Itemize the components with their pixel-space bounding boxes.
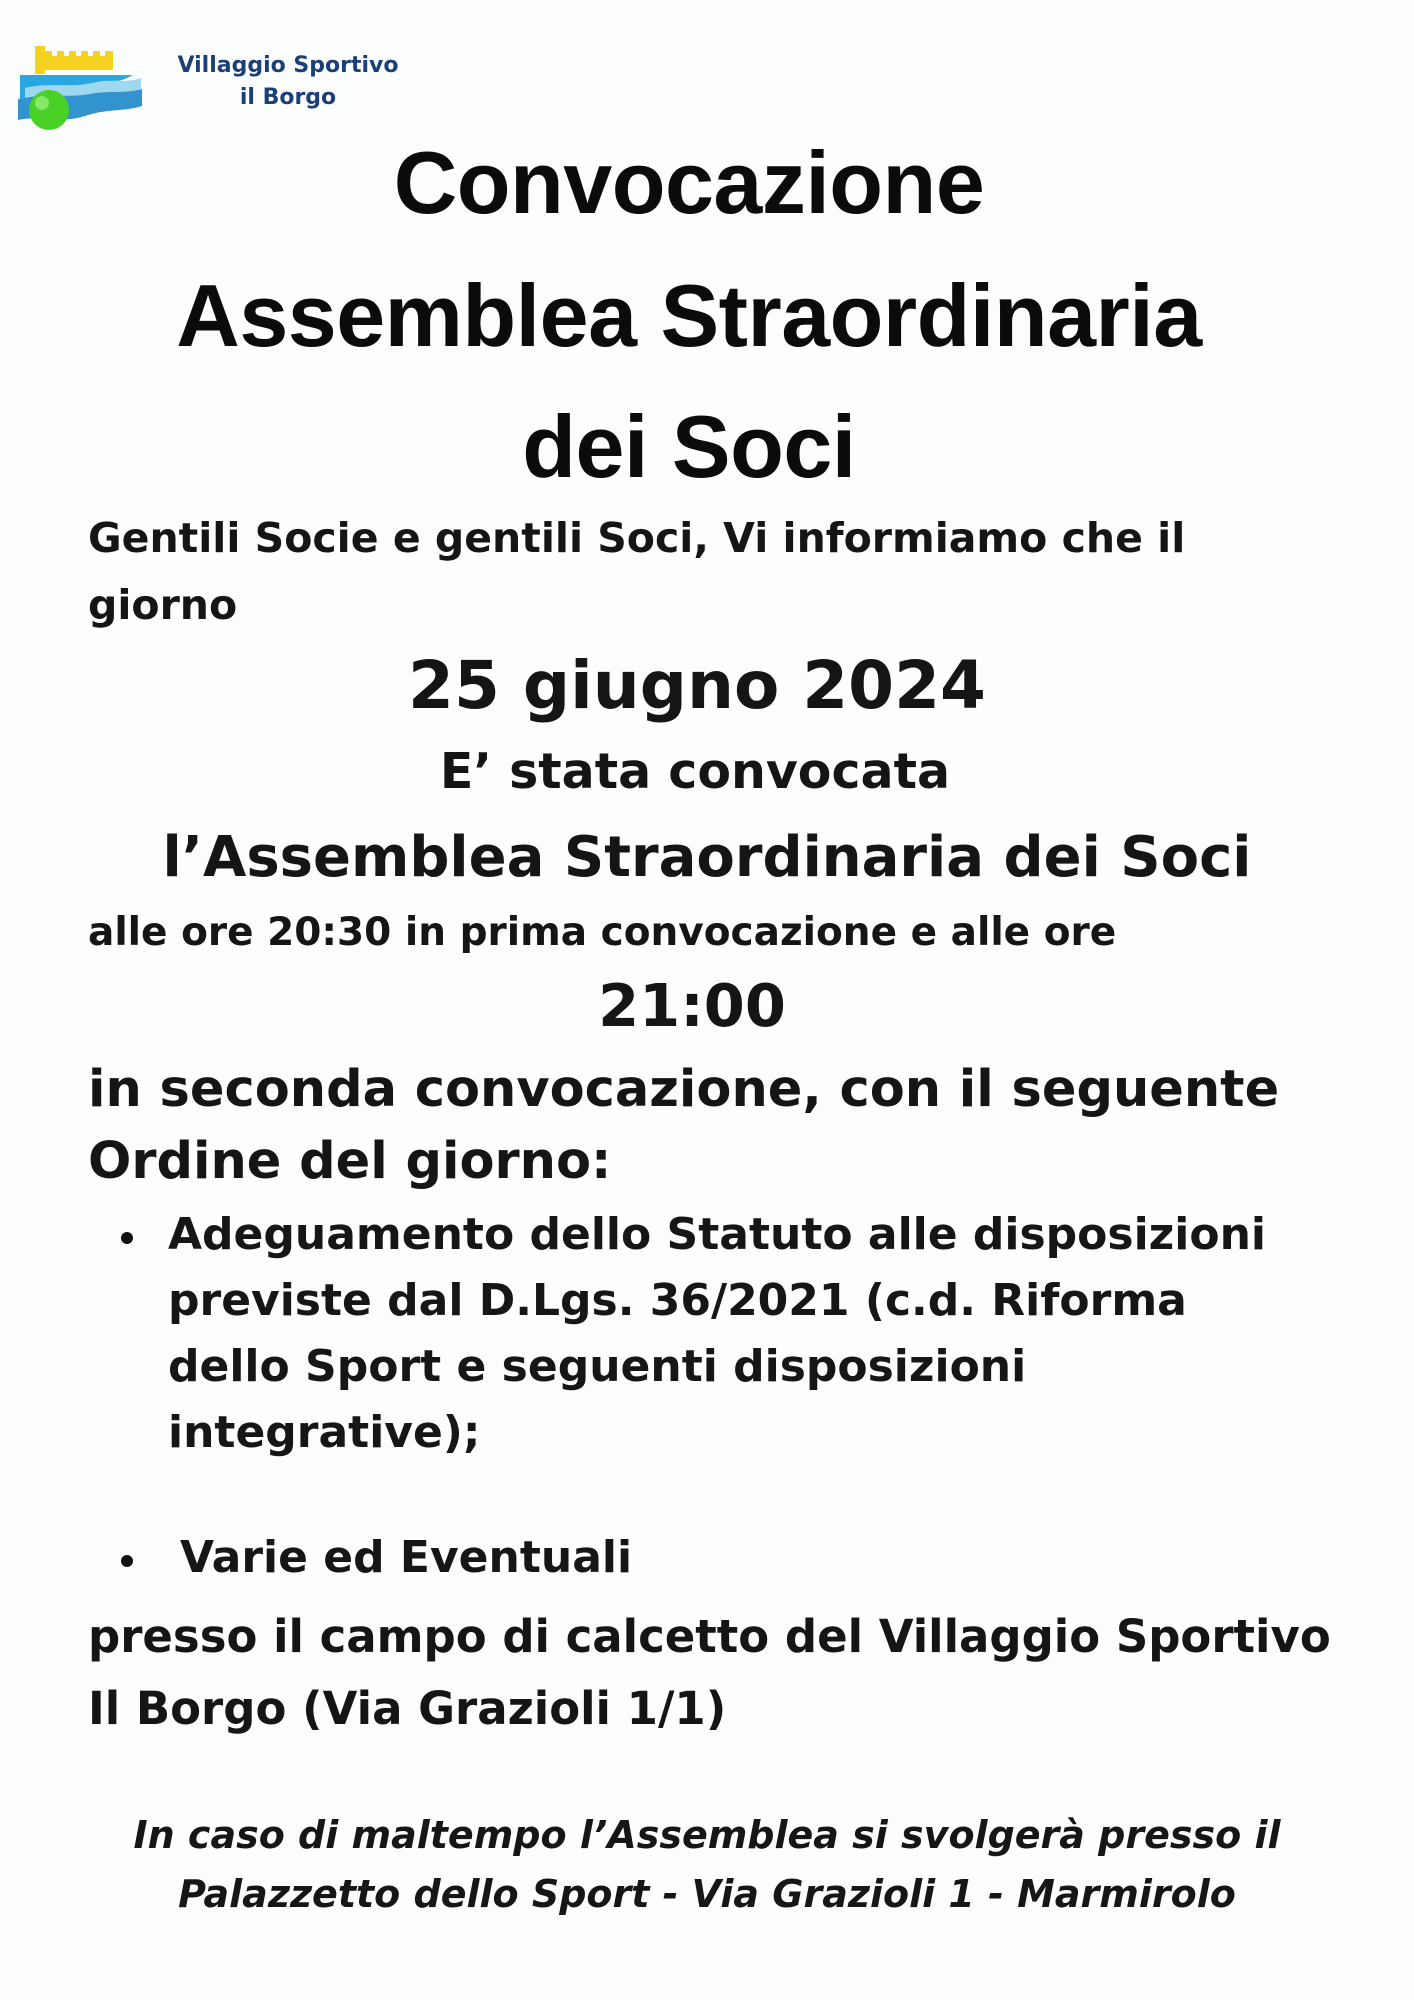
agenda-item-text: Adeguamento dello Statuto alle disposizioni previste dal D.Lgs. 36/2021 (c.d. Riforma dello Sport e seguenti disposizioni integrative); [168,1209,1267,1458]
assembly-name: l’Assemblea Straordinaria dei Soci [162,825,1252,890]
intro-text: Gentili Socie e gentili Soci, Vi informiamo che il giorno [88,514,1186,629]
weather-note-line-2: Palazzetto dello Sport - Via Grazioli 1 - Marmirolo [178,1872,1236,1916]
meeting-location: presso il campo di calcetto del Villaggio Sportivo Il Borgo (Via Grazioli 1/1) [88,1610,1331,1735]
logo-ball-highlight [35,96,49,110]
first-convocation-time: alle ore 20:30 in prima convocazione e alle ore [88,910,1117,955]
convened-text: E’ stata convocata [439,743,951,800]
logo-line-1: Villaggio Sportivo [177,53,399,78]
weather-note [0,1806,1414,1924]
agenda-item-varie [112,1525,1272,1591]
agenda-list [112,1202,1272,1591]
weather-note-line-1: In caso di maltempo l’Assemblea si svolgerà presso il [133,1813,1281,1857]
logo-green-ball [29,90,69,130]
logo-castle-crenellation [45,51,113,56]
second-convocation-text: in seconda convocazione, con il seguente Ordine del giorno: [88,1060,1280,1191]
logo-line-2: il Borgo [239,85,337,110]
title-line-2: Assemblea Straordinaria [176,266,1202,365]
bullet-icon [121,1232,133,1244]
logo-text [168,50,408,114]
second-convocation-hour: 21:00 [598,971,786,1040]
title-line-3: dei Soci [522,397,856,496]
agenda-item-text: Varie ed Eventuali [180,1532,633,1583]
meeting-date: 25 giugno 2024 [408,647,986,724]
title-line-1: Convocazione [393,133,985,232]
agenda-item-statute [112,1202,1272,1466]
villaggio-logo-mark [18,38,148,138]
logo-castle-wall [35,56,113,70]
club-logo [18,38,428,148]
bullet-icon [121,1555,133,1567]
